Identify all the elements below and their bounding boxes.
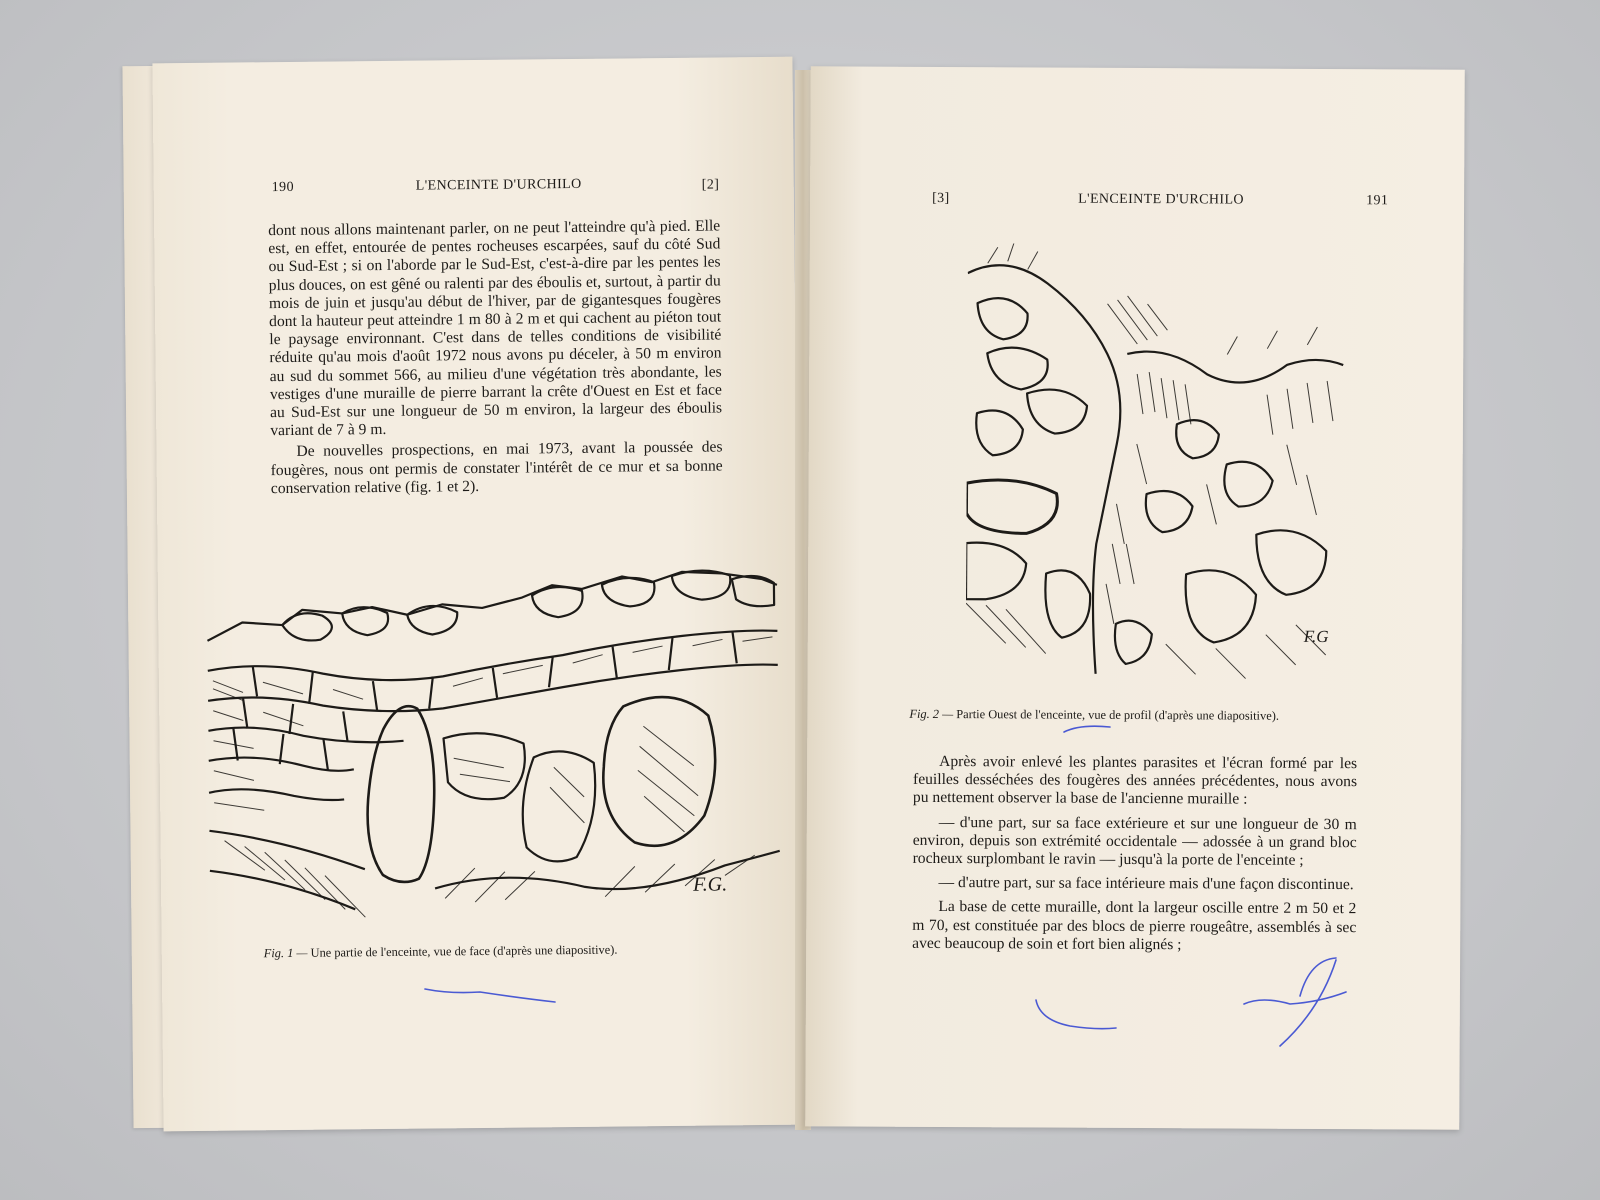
right-running-title: L'ENCEINTE D'URCHILO: [1078, 191, 1244, 208]
figure-1-drawing: [202, 565, 782, 931]
left-body-text: [268, 217, 723, 498]
figure-2-caption-text: Partie Ouest de l'enceinte, vue de profil (d'après une diapositive).: [956, 707, 1279, 723]
right-paragraph-1: Après avoir enlevé les plantes parasites et l'écran formé par les feuilles desséchées des fougères des années précédentes, nous avons pu nettement observer la base de l'ancienne muraille :: [912, 752, 1358, 808]
figure-1-caption-label: Fig. 1 —: [263, 945, 308, 961]
left-section-number: [2]: [701, 177, 720, 193]
left-paragraph-1: dont nous allons maintenant parler, on ne peut l'atteindre qu'à pied. Elle est, en effet, entourée de pentes rocheuses escarpées, sauf du côté Sud ou Sud-Est ; si on l'aborde par le Sud-Est, c'est-à-dire par les pentes les plus douces, on est gêné ou ralenti par des éboulis et, surtout, à partir du mois de juin et jusqu'au début de l'hiver, par de gigantesques fougères dont la hauteur peut atteindre 1 m 80 à 2 m et qui cachent au piéton tout le paysage environnant. C'est dans de telles conditions de visibilité réduite qu'au mois d'août 1972 nous avons pu déceler, à 50 m environ au sud du sommet 566, au milieu d'une végétation très abondante, les vestiges d'une muraille de pierre barrant la crête d'Ouest en Est et face au Sud-Est sur une longueur de 50 m environ, la largeur des éboulis variant de 7 à 9 m.: [268, 217, 723, 440]
left-paragraph-2: De nouvelles prospections, en mai 1973, avant la poussée des fougères, nous ont permis de constater l'intérêt de ce mur et sa bonne conservation relative (fig. 1 et 2).: [270, 438, 723, 498]
left-page-number: 190: [271, 179, 295, 196]
right-section-number: [3]: [932, 190, 950, 207]
right-paragraph-2: — d'une part, sur sa face extérieure et sur une longueur de 30 m environ, depuis son extrémité occidentale — adossée à un grand bloc rocheux surplombant le ravin — jusqu'à la porte de l'enceinte ;: [912, 813, 1357, 869]
figure-1-caption: [264, 943, 618, 962]
figure-2-signature: F.G: [1303, 626, 1329, 647]
figure-1-signature: F.G.: [692, 873, 728, 896]
left-running-title: L'ENCEINTE D'URCHILO: [415, 176, 582, 194]
figure-1-caption-text: Une partie de l'enceinte, vue de face (d'après une diapositive).: [310, 942, 618, 960]
figure-2-caption-label: Fig. 2 —: [909, 706, 954, 722]
figure-2-caption: [909, 707, 1279, 724]
left-page: [152, 57, 803, 1132]
right-paragraph-3: — d'autre part, sur sa face intérieure mais d'une façon discontinue.: [938, 874, 1354, 894]
right-paragraph-4: La base de cette muraille, dont la largeur oscille entre 2 m 50 et 2 m 70, est constituée par des blocs de pierre rougeâtre, assemblés à sec avec beaucoup de soin et fort bien alignés ;: [912, 898, 1357, 954]
right-page-number: 191: [1366, 193, 1389, 209]
figure-2-drawing: [966, 243, 1348, 685]
right-body-text: [912, 753, 1357, 955]
right-page: [805, 66, 1465, 1129]
